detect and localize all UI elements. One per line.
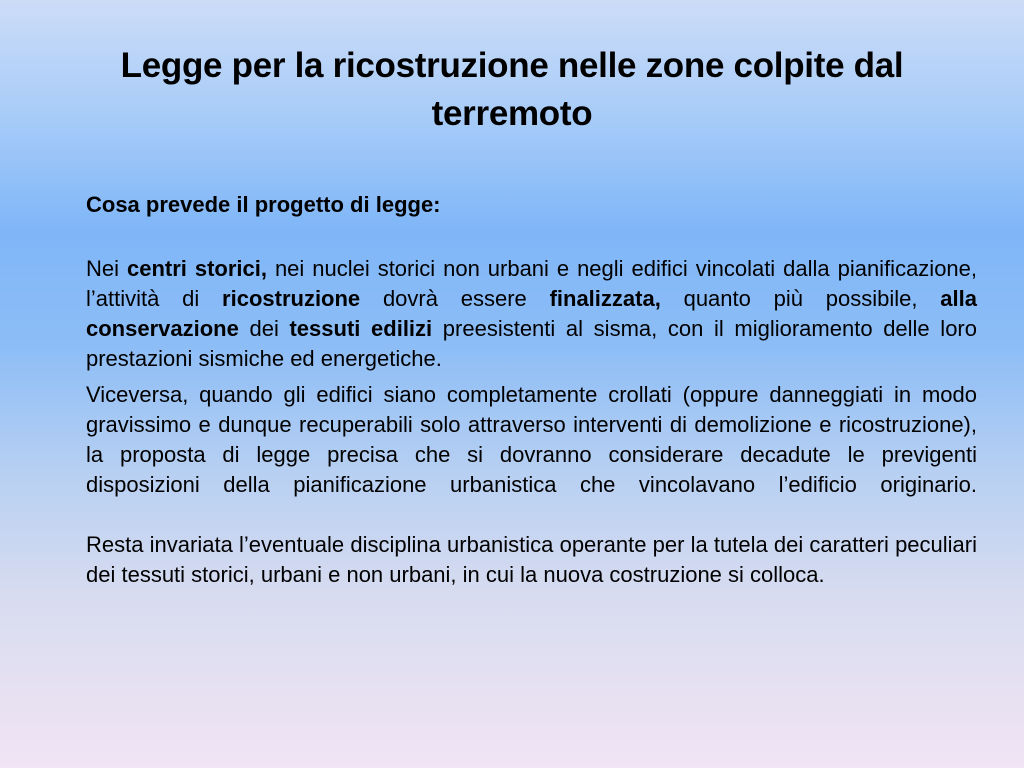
p1-text-3: dovrà essere bbox=[360, 286, 550, 311]
slide-title: Legge per la ricostruzione nelle zone colpite dal terremoto bbox=[120, 46, 904, 133]
p1-text-1: Nei bbox=[86, 256, 127, 281]
p1-bold-alla-conservazione: alla conservazione bbox=[86, 286, 977, 341]
p1-bold-centri-storici: centri storici, bbox=[126, 256, 267, 281]
paragraph-resta-invariata: Resta invariata l’eventuale disciplina urbanistica operante per la tutela dei caratteri peculiari dei tessuti storici, urbani e non urbani, in cui la nuova costruzione si colloca. bbox=[86, 532, 977, 587]
p1-text-5: dei bbox=[238, 316, 290, 341]
p1-bold-tessuti-edilizi: tessuti edilizi bbox=[289, 316, 433, 341]
paragraph-centri-storici bbox=[86, 254, 977, 374]
p1-bold-finalizzata: finalizzata, bbox=[549, 286, 661, 311]
slide-content bbox=[86, 190, 977, 590]
p1-text-2: nei nuclei storici non urbani e negli edifici vincolati dalla pianificazione, l’attività di bbox=[86, 256, 978, 311]
paragraph-viceversa: Viceversa, quando gli edifici siano completamente crollati (oppure danneggiati in modo gravissimo e dunque recuperabili solo attraverso interventi di demolizione e ricostruzione), la proposta di legge precisa che si dovranno considerare decadute le previgenti disposizioni della pianificazione urbanistica che vincolavano l’edificio originario. bbox=[86, 382, 977, 497]
slide-subheading: Cosa prevede il progetto di legge: bbox=[86, 192, 441, 217]
p1-bold-ricostruzione: ricostruzione bbox=[222, 286, 361, 311]
p1-text-6: preesistenti al sisma, con il miglioramento delle loro prestazioni sismiche ed energetiche. bbox=[86, 316, 977, 371]
p1-text-4: quanto più possibile, bbox=[660, 286, 941, 311]
